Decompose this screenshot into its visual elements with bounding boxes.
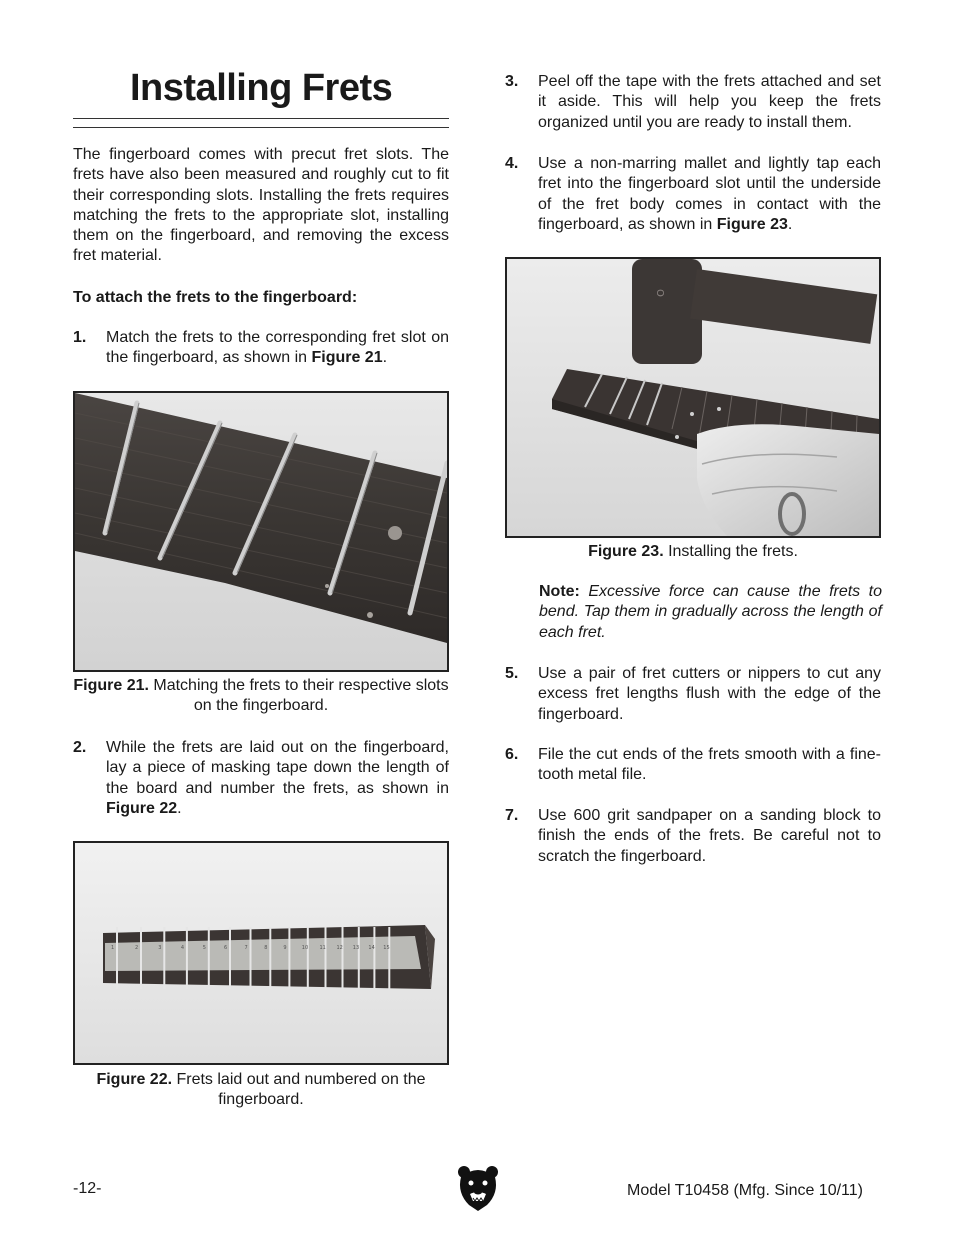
subheading: To attach the frets to the fingerboard: <box>73 289 358 306</box>
fret-number-label: 15 <box>383 945 390 951</box>
step-5 <box>505 664 881 725</box>
fret-number-label: 5 <box>202 945 206 951</box>
fret-number-label: 8 <box>264 945 268 951</box>
step-text-end: . <box>787 215 793 233</box>
step-text: Use 600 grit sandpaper on a sanding block to finish the ends of the frets. Be careful not to scratch the fingerboard. <box>538 807 881 865</box>
step-text: File the cut ends of the frets smooth with a fine-tooth metal file. <box>538 746 881 784</box>
fret-number-label: 3 <box>158 945 162 951</box>
page-title: Installing Frets <box>130 67 393 109</box>
fret-number-label: 2 <box>135 945 139 951</box>
step-number: 4. <box>505 155 519 172</box>
fret-number-label: 9 <box>283 945 287 951</box>
title-rule-top <box>73 118 449 119</box>
bear-head-logo-icon <box>457 1163 499 1213</box>
intro-paragraph: The fingerboard comes with precut fret slots. The frets have also been measured and roughly cut to fit their corresponding slots. Installing the frets requires matching the frets to the appropriate slot, installing them on the fingerboard, and removing the excess fret material. <box>73 146 449 265</box>
figure-23-photo <box>505 257 881 538</box>
figure-21-caption <box>73 676 449 717</box>
step-2 <box>73 738 449 819</box>
figure-label: Figure 22. <box>96 1071 173 1088</box>
step-text: Match the frets to the corresponding fret slot on the fingerboard, as shown in <box>106 329 449 367</box>
step-text-end: . <box>382 349 388 367</box>
fret-number-label: 12 <box>336 945 343 951</box>
figure-reference: Figure 22 <box>106 799 178 817</box>
caption-text: Frets laid out and numbered on the fingerboard. <box>172 1071 426 1109</box>
svg-text:O: O <box>654 289 665 297</box>
step-4 <box>505 154 881 235</box>
model-info: Model T10458 (Mfg. Since 10/11) <box>627 1182 863 1199</box>
note-label: Note: <box>539 583 580 600</box>
figure-reference: Figure 21 <box>311 349 383 367</box>
step-number: 5. <box>505 665 519 682</box>
step-number: 3. <box>505 73 519 90</box>
note-text: Excessive force can cause the frets to bend. Tap them in gradually across the length of each fret. <box>539 583 882 641</box>
step-text: Use a non-marring mallet and lightly tap each fret into the fingerboard slot until the underside of the fret body comes in contact with the fingerboard, as shown in <box>538 155 881 233</box>
caption-text: Installing the frets. <box>663 543 798 560</box>
step-7 <box>505 806 881 867</box>
fret-number-label: 1 <box>111 945 115 951</box>
step-number: 6. <box>505 746 519 763</box>
caption-text: Matching the frets to their respective slots on the fingerboard. <box>148 677 449 715</box>
step-text: Use a pair of fret cutters or nippers to cut any excess fret lengths flush with the edge of the fingerboard. <box>538 665 881 723</box>
step-text: While the frets are laid out on the fingerboard, lay a piece of masking tape down the length of the board and number the frets, as shown in <box>106 739 449 797</box>
note-box <box>539 582 882 643</box>
page-number: -12- <box>73 1180 102 1197</box>
step-1 <box>73 328 449 369</box>
step-number: 7. <box>505 807 519 824</box>
fret-number-label: 7 <box>244 945 248 951</box>
fret-number-label: 4 <box>180 945 185 951</box>
figure-22-photo <box>73 841 449 1065</box>
step-3 <box>505 72 881 133</box>
fret-number-label: 13 <box>352 945 360 951</box>
numbered-frets-image <box>75 843 447 1063</box>
figure-23-caption <box>505 542 881 562</box>
step-6 <box>505 745 881 786</box>
figure-22-caption <box>73 1070 449 1111</box>
figure-label: Figure 21. <box>73 677 149 694</box>
step-text: Peel off the tape with the frets attached and set it aside. This will help you keep the frets organized until you are ready to install them. <box>538 73 881 131</box>
step-number: 1. <box>73 329 87 346</box>
figure-label: Figure 23. <box>588 543 664 560</box>
figure-reference: Figure 23 <box>716 215 788 233</box>
fret-number-label: 6 <box>224 945 228 951</box>
title-rule-bottom <box>73 127 449 128</box>
fingerboard-closeup-image <box>75 393 447 670</box>
fret-number-label: 10 <box>301 945 309 951</box>
step-text-end: . <box>177 799 182 817</box>
fret-number-label: 11 <box>319 945 326 951</box>
figure-21-photo <box>73 391 449 672</box>
step-number: 2. <box>73 739 87 756</box>
mallet-and-hand-image <box>507 259 879 536</box>
fret-number-label: 14 <box>368 945 375 951</box>
